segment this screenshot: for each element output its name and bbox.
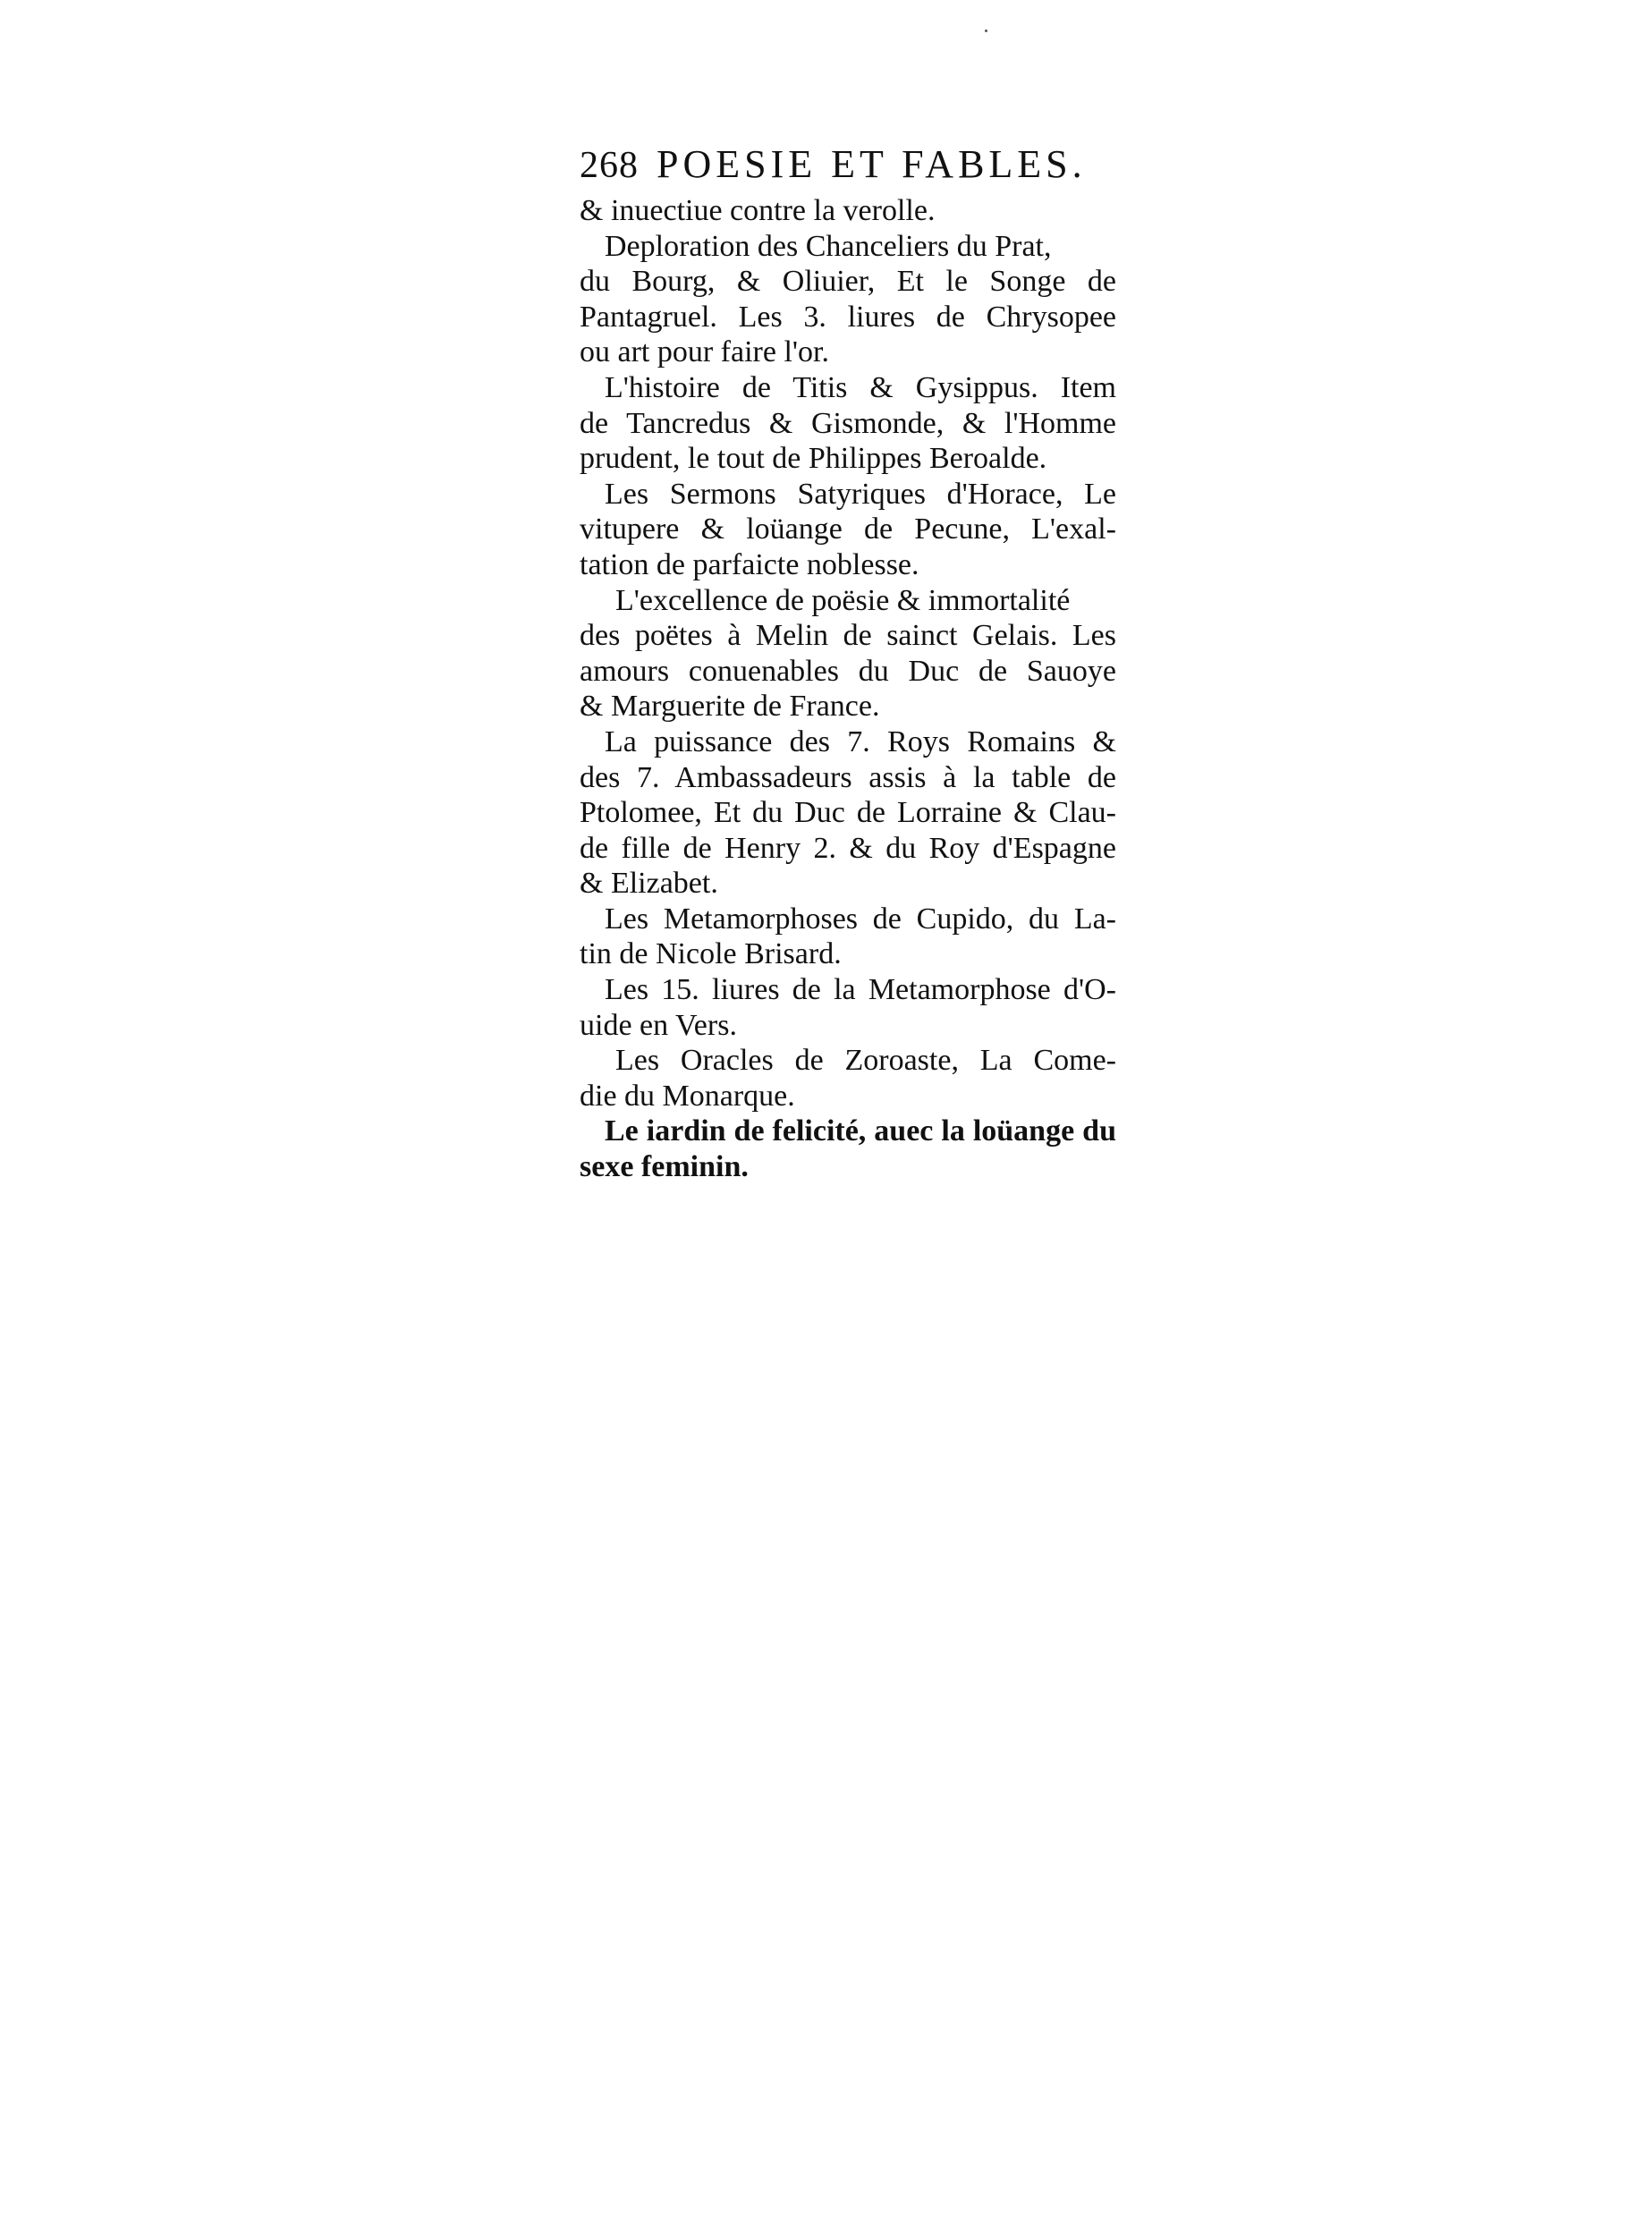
text-line: L'histoire de Titis & Gysippus. Item bbox=[605, 370, 1116, 404]
text-line: amours conuenables du Duc de Sauoye bbox=[580, 654, 1116, 688]
text-line: Deploration des Chanceliers du Prat, bbox=[605, 229, 1052, 263]
text-line: Les 15. liures de la Metamorphose d'O- bbox=[605, 973, 1116, 1007]
text-line: La puissance des 7. Roys Romains & bbox=[605, 724, 1116, 758]
running-head bbox=[580, 141, 1116, 193]
text-line: de fille de Henry 2. & du Roy d'Espagne bbox=[580, 831, 1116, 865]
text-line: & Elizabet. bbox=[580, 867, 718, 901]
text-line: Les Oracles de Zoroaste, La Come- bbox=[615, 1044, 1116, 1078]
text-line: die du Monarque. bbox=[580, 1079, 795, 1113]
printed-page bbox=[580, 141, 1116, 1185]
text-line: ou art pour faire l'or. bbox=[580, 335, 829, 369]
text-line: Les Metamorphoses de Cupido, du La- bbox=[605, 902, 1116, 936]
text-line: & Marguerite de France. bbox=[580, 690, 880, 724]
text-line: Pantagruel. Les 3. liures de Chrysopee bbox=[580, 300, 1116, 334]
text-line: tin de Nicole Brisard. bbox=[580, 937, 842, 971]
running-title: POESIE ET FABLES. bbox=[657, 142, 1087, 186]
text-line: tation de parfaicte noblesse. bbox=[580, 547, 919, 581]
page-number: 268 bbox=[580, 145, 639, 186]
text-line: de Tancredus & Gismonde, & l'Homme bbox=[580, 406, 1116, 440]
text-line: Ptolomee, Et du Duc de Lorraine & Clau- bbox=[580, 796, 1116, 830]
text-line: prudent, le tout de Philippes Beroalde. bbox=[580, 442, 1047, 476]
text-line: Le iardin de felicité, auec la loüange du bbox=[605, 1114, 1116, 1148]
text-line: sexe feminin. bbox=[580, 1150, 749, 1184]
text-line: & inuectiue contre la verolle. bbox=[580, 194, 936, 227]
text-line: du Bourg, & Oliuier, Et le Songe de bbox=[580, 265, 1116, 299]
text-line: des poëtes à Melin de sainct Gelais. Les bbox=[580, 619, 1116, 653]
text-line: Les Sermons Satyriques d'Horace, Le bbox=[605, 477, 1116, 511]
paper-speck bbox=[985, 30, 987, 32]
text-line: uide en Vers. bbox=[580, 1008, 737, 1042]
text-line: vitupere & loüange de Pecune, L'exal- bbox=[580, 512, 1116, 546]
text-line: des 7. Ambassadeurs assis à la table de bbox=[580, 760, 1116, 794]
book-list bbox=[580, 193, 1116, 1185]
text-line: L'excellence de poësie & immortalité bbox=[615, 583, 1071, 617]
